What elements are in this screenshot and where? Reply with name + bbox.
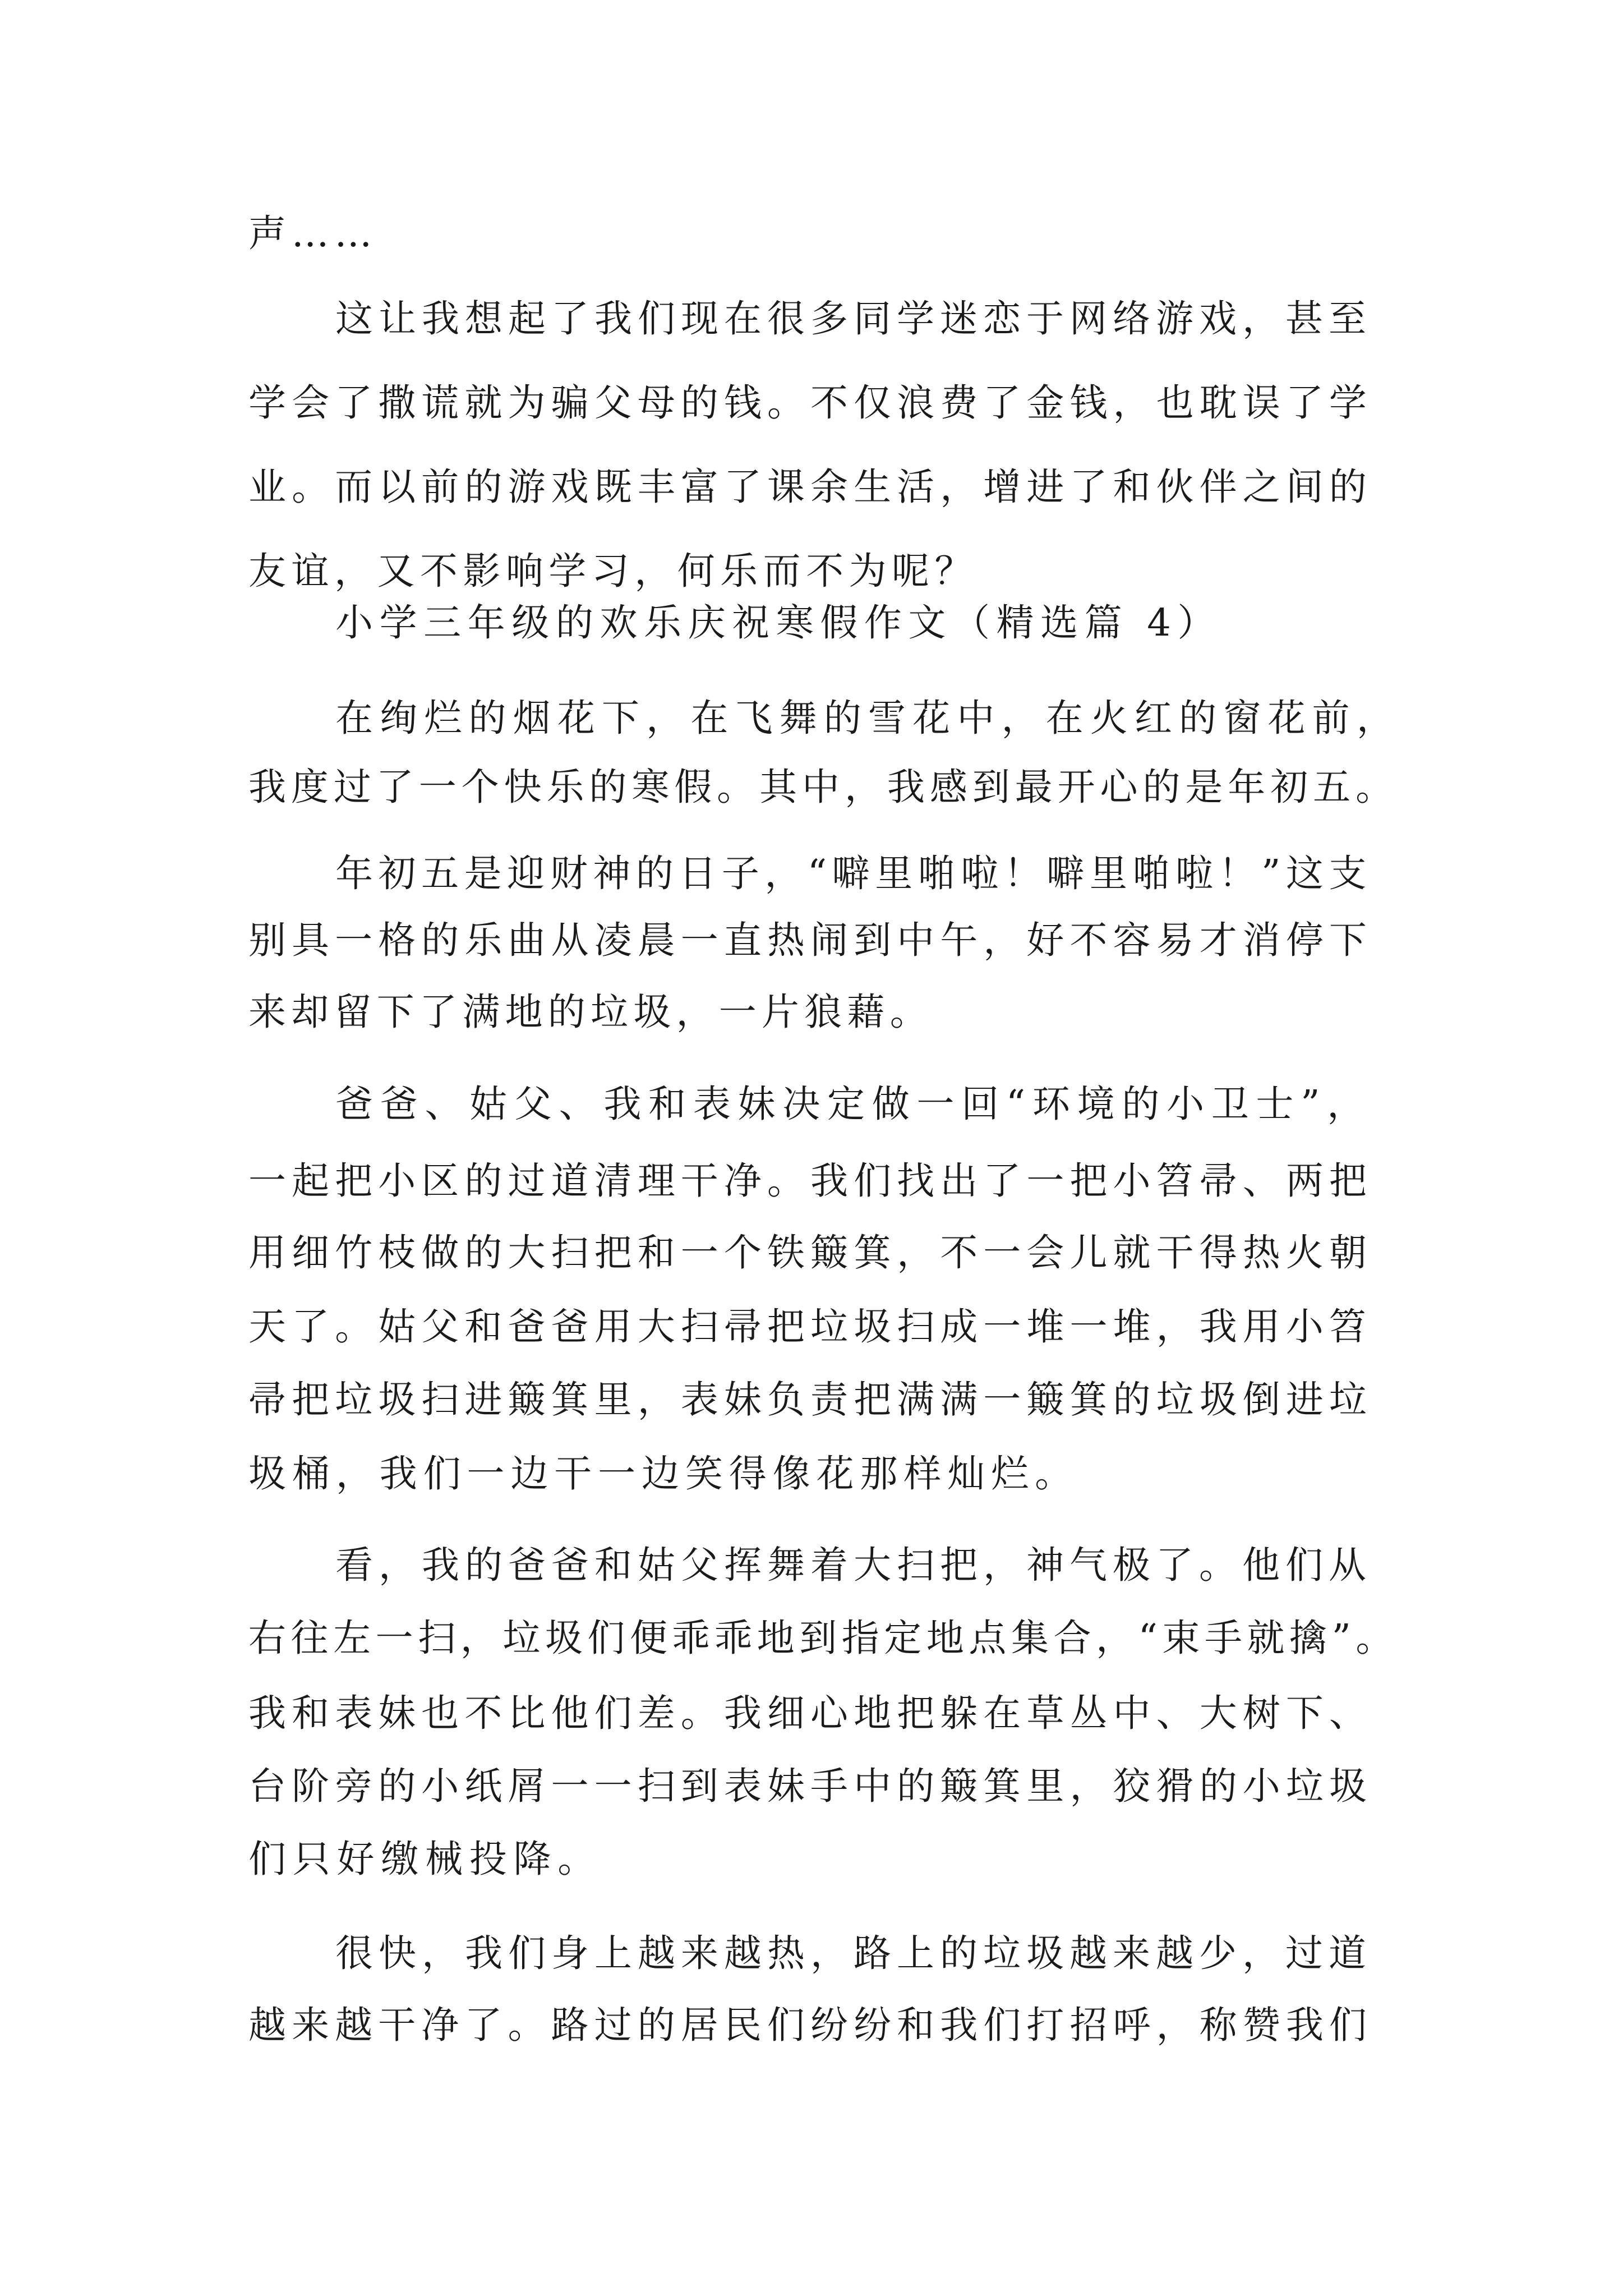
text-line: 我度过了一个快乐的寒假。其中，我感到最开心的是年初五。 — [248, 765, 1398, 809]
text-line: 这让我想起了我们现在很多同学迷恋于网络游戏，甚至 — [335, 297, 1372, 341]
text-line: 友谊，又不影响学习，何乐而不为呢？ — [248, 549, 978, 593]
text-line: 来却留下了满地的垃圾，一片狼藉。 — [248, 990, 933, 1034]
text-line: 看，我的爸爸和姑父挥舞着大扫把，神气极了。他们从 — [335, 1543, 1372, 1587]
text-line: 一起把小区的过道清理干净。我们找出了一把小笤帚、两把 — [248, 1159, 1372, 1203]
text-line: 爸爸、姑父、我和表妹决定做一回“环境的小卫士”， — [335, 1082, 1372, 1126]
section-heading: 小学三年级的欢乐庆祝寒假作文（精选篇 4） — [335, 601, 1221, 645]
text-line: 右往左一扫，垃圾们便乖乖地到指定地点集合，“束手就擒”。 — [248, 1616, 1398, 1660]
text-line: 帚把垃圾扫进簸箕里，表妹负责把满满一簸箕的垃圾倒进垃 — [248, 1378, 1372, 1421]
text-line: 在绚烂的烟花下，在飞舞的雪花中，在火红的窗花前， — [335, 696, 1401, 740]
text-line: 越来越干净了。路过的居民们纷纷和我们打招呼，称赞我们 — [248, 2003, 1372, 2047]
text-line: 用细竹枝做的大扫把和一个铁簸箕，不一会儿就干得热火朝 — [248, 1231, 1372, 1274]
text-line: 我和表妹也不比他们差。我细心地把躲在草丛中、大树下、 — [248, 1691, 1372, 1735]
text-line: 业。而以前的游戏既丰富了课余生活，增进了和伙伴之间的 — [248, 465, 1372, 509]
text-line: 台阶旁的小纸屑一一扫到表妹手中的簸箕里，狡猾的小垃圾 — [248, 1764, 1372, 1808]
text-line: 别具一格的乐曲从凌晨一直热闹到中午，好不容易才消停下 — [248, 918, 1372, 962]
text-line: 声…… — [248, 211, 377, 255]
text-line: 学会了撒谎就为骗父母的钱。不仅浪费了金钱，也耽误了学 — [248, 381, 1372, 425]
text-line: 年初五是迎财神的日子，“噼里啪啦！噼里啪啦！”这支 — [335, 852, 1372, 895]
text-line: 们只好缴械投降。 — [248, 1837, 602, 1881]
text-line: 天了。姑父和爸爸用大扫帚把垃圾扫成一堆一堆，我用小笤 — [248, 1305, 1372, 1349]
text-line: 很快，我们身上越来越热，路上的垃圾越来越少，过道 — [335, 1931, 1372, 1975]
text-line: 圾桶，我们一边干一边笑得像花那样灿烂。 — [248, 1452, 1078, 1496]
